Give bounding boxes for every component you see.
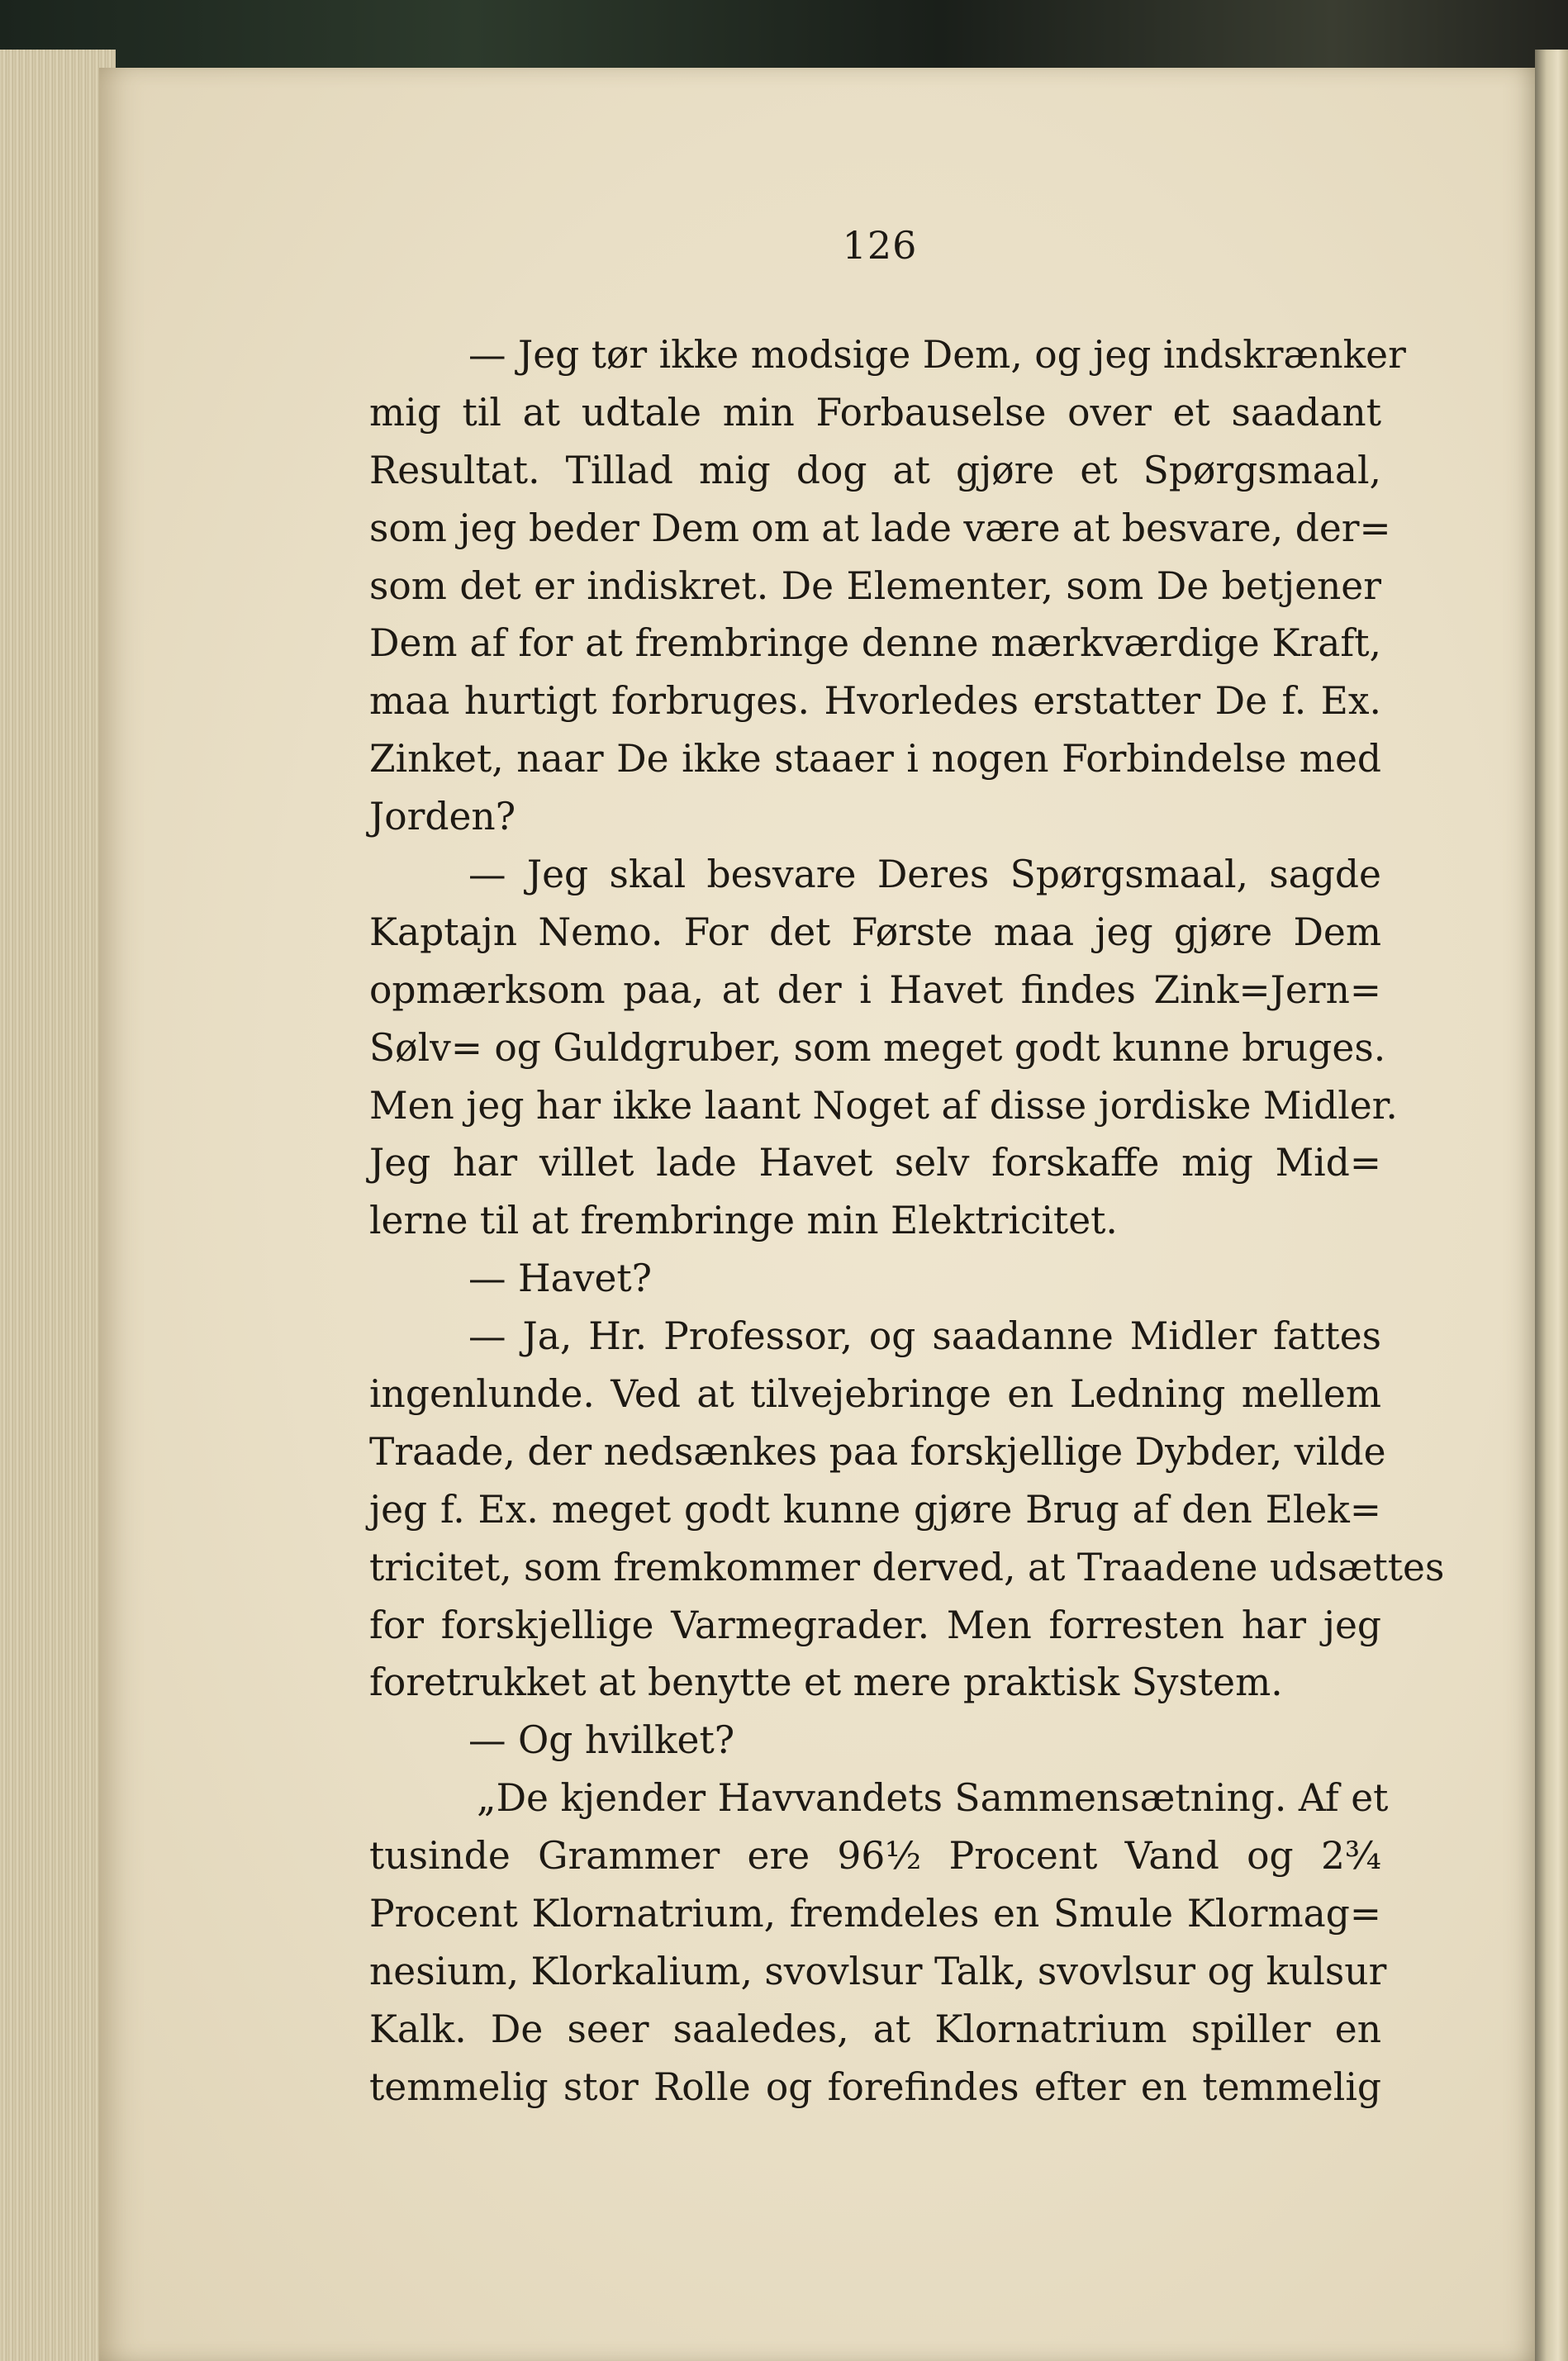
text-line: — Og hvilket? bbox=[468, 1718, 735, 1763]
text-line: som jeg beder Dem om at lade være at besvare, der= bbox=[369, 506, 1391, 550]
page-stack-edge bbox=[0, 50, 116, 2361]
text-line: temmelig stor Rolle og forefindes efter en temmelig bbox=[369, 2064, 1381, 2109]
text-line: Sølv= og Guldgruber, som meget godt kunne bruges. bbox=[369, 1025, 1386, 1070]
text-line: — Jeg tør ikke modsige Dem, og jeg indskrænker bbox=[468, 333, 1406, 377]
text-line: Jeg har villet lade Havet selv forskaffe mig Mid= bbox=[369, 1141, 1381, 1185]
body-text bbox=[369, 326, 1445, 2116]
page-gutter-edge bbox=[1535, 50, 1568, 2361]
text-line: — Ja, Hr. Professor, og saadanne Midler fattes bbox=[468, 1314, 1381, 1359]
text-line: foretrukket at benytte et mere praktisk System. bbox=[369, 1660, 1283, 1705]
text-line: Procent Klornatrium, fremdeles en Smule Klormag= bbox=[369, 1892, 1381, 1936]
text-line: for forskjellige Varmegrader. Men forresten har jeg bbox=[369, 1603, 1381, 1647]
text-line: ingenlunde. Ved at tilvejebringe en Ledning mellem bbox=[369, 1372, 1381, 1417]
text-line: nesium, Klorkalium, svovlsur Talk, svovlsur og kulsur bbox=[369, 1949, 1387, 1993]
text-line: Kalk. De seer saaledes, at Klornatrium spiller en bbox=[369, 2007, 1381, 2051]
text-line: tricitet, som fremkommer derved, at Traadene udsættes bbox=[369, 1545, 1445, 1589]
text-line: Traade, der nedsænkes paa forskjellige Dybder, vilde bbox=[369, 1429, 1386, 1474]
text-line: mig til at udtale min Forbauselse over et saadant bbox=[369, 390, 1381, 435]
text-line: Jorden? bbox=[369, 795, 516, 839]
text-line: opmærksom paa, at der i Havet findes Zink=Jern= bbox=[369, 967, 1381, 1012]
book-binding bbox=[0, 0, 1568, 78]
page-number: 126 bbox=[842, 223, 918, 268]
text-line: Zinket, naar De ikke staaer i nogen Forbindelse med bbox=[369, 737, 1381, 781]
text-line: Resultat. Tillad mig dog at gjøre et Spørgsmaal, bbox=[369, 448, 1381, 492]
text-line: Dem af for at frembringe denne mærkværdige Kraft, bbox=[369, 621, 1381, 666]
text-line: tusinde Grammer ere 96½ Procent Vand og 2¾ bbox=[369, 1834, 1381, 1879]
text-line: maa hurtigt forbruges. Hvorledes erstatter De f. Ex. bbox=[369, 679, 1381, 724]
text-line: — Jeg skal besvare Deres Spørgsmaal, sagde bbox=[468, 853, 1381, 897]
text-line: — Havet? bbox=[468, 1257, 653, 1301]
text-line: jeg f. Ex. meget godt kunne gjøre Brug af den Elek= bbox=[369, 1487, 1381, 1532]
text-line: som det er indiskret. De Elementer, som De betjener bbox=[369, 563, 1381, 608]
text-line: Men jeg har ikke laant Noget af disse jordiske Midler. bbox=[369, 1083, 1398, 1128]
text-line: lerne til at frembringe min Elektricitet. bbox=[369, 1199, 1118, 1243]
text-line: „De kjender Havvandets Sammensætning. Af et bbox=[477, 1776, 1389, 1821]
text-line: Kaptajn Nemo. For det Første maa jeg gjøre Dem bbox=[369, 910, 1381, 954]
